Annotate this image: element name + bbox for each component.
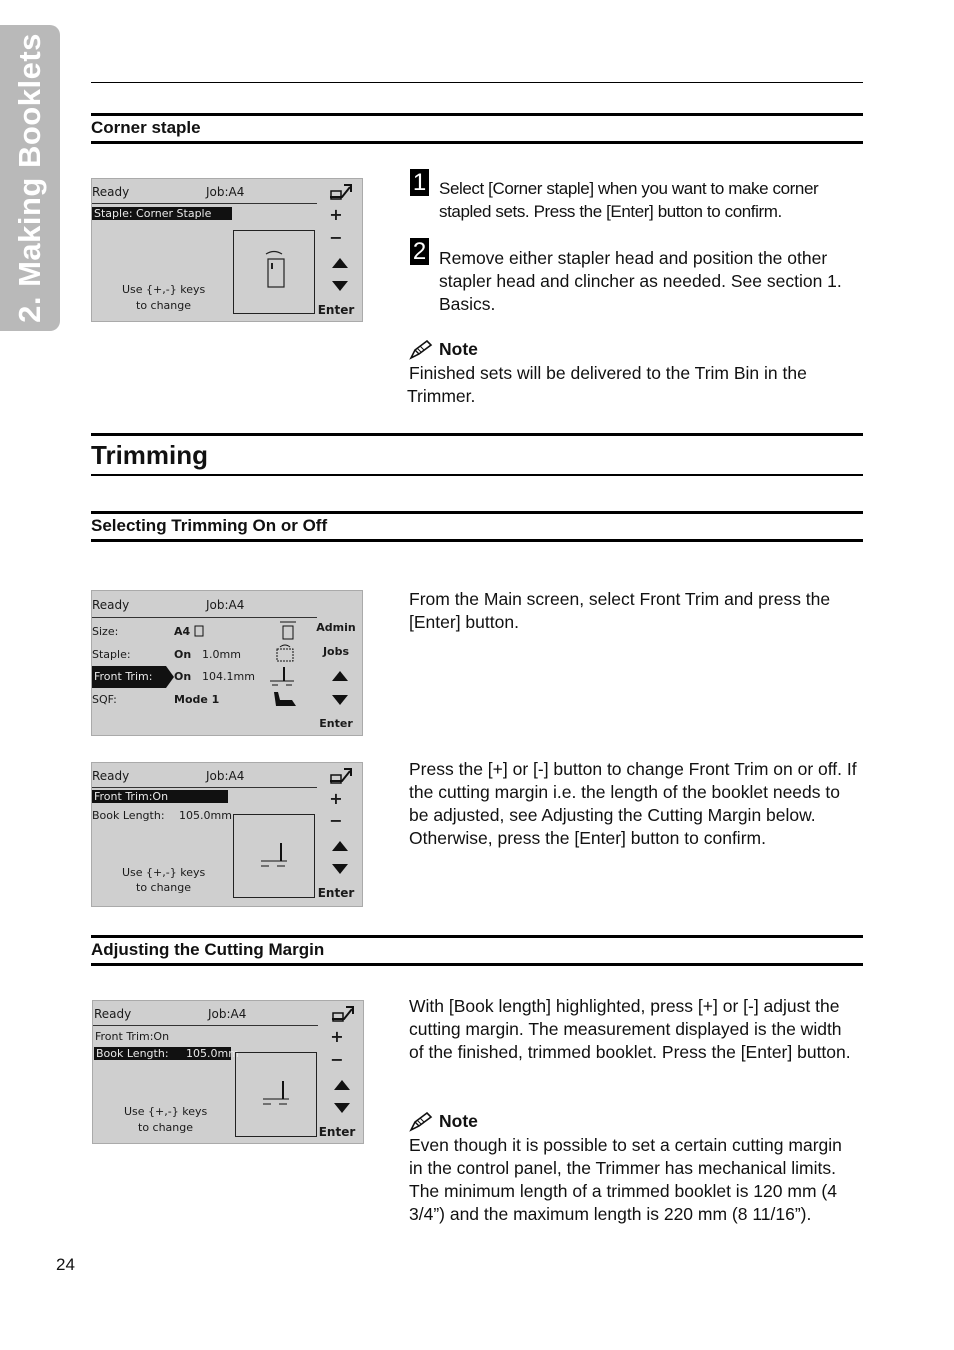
sub2-rule-bottom [91,963,863,966]
section-rule-top [91,113,863,116]
step-1-text: Select [Corner staple] when you want to make corner stapled sets. Press the [Enter] button to confirm. [439,179,819,221]
screen-highlight: Book Length: 105.0mm [96,1047,239,1060]
step-2-number: 2 [410,238,429,265]
screen-highlight: Staple: Corner Staple [92,207,232,220]
corner-staple-icon [262,249,288,291]
trimming-text-3: With [Book length] highlighted, press [+] or [-] adjust the cutting margin. The measurement displayed is the width of the finished, trimmed booklet. Press the [Enter] button. [409,996,851,1062]
trim-icon [268,665,296,687]
main-screen [91,590,363,736]
down-arrow-icon[interactable] [331,863,349,875]
trimming-heading: Trimming [91,440,209,470]
note-heading-2 [409,1111,478,1132]
note-text-2: Even though it is possible to set a certain cutting margin in the control panel, the Trimmer has mechanical limits. The minimum length of a trimmed booklet is 120 mm (4 3/4”) and the maximum length is 220 mm (8 11/16”). [409,1135,842,1224]
plus-key[interactable]: + [329,205,343,224]
row-sqf-label: SQF: [92,693,117,706]
row-size-value: A4 [174,625,191,638]
plus-key[interactable]: + [330,1027,344,1046]
up-arrow-icon[interactable] [331,670,349,682]
enter-key[interactable]: Enter [317,886,355,900]
screen-hint-1: Use {+,-} keys [122,283,206,296]
screen-hint-2: to change [138,1121,194,1134]
book-length-value: 105.0mm [179,809,232,822]
down-arrow-icon[interactable] [331,694,349,706]
trimming-rule-bottom [91,474,863,476]
staple-icon [274,643,296,663]
pencil-note-icon [409,1112,433,1132]
row-fronttrim-label[interactable]: Front Trim: [94,670,153,683]
note-label: Note [439,339,478,359]
screen-status: Ready [94,1007,132,1021]
screen-status: Ready [92,598,130,612]
top-divider [91,82,863,83]
row-size-label: Size: [92,625,119,638]
sub1-rule-top [91,511,863,514]
screen-job: Job:A4 [206,598,245,612]
pencil-note-icon [409,340,433,360]
step-2-text: Remove either stapler head and position the other stapler head and clincher as needed. See section 1. Basics. [439,248,842,314]
trimming-text-1: From the Main screen, select Front Trim and press the [Enter] button. [409,589,831,632]
minus-key[interactable]: − [329,228,343,247]
sub2-rule-top [91,935,863,938]
sub2-heading: Adjusting the Cutting Margin [91,940,325,959]
portrait-page-icon [194,625,204,637]
down-arrow-icon[interactable] [331,280,349,292]
screen-status: Ready [92,769,130,783]
row-fronttrim-value: On [174,670,192,683]
chapter-side-tab [0,25,60,331]
book-length-label: Book Length: [92,809,165,822]
chapter-tab-label: 2. Making Booklets [12,33,47,323]
screen-status: Ready [92,185,130,199]
screen-highlight: Front Trim:On [92,790,228,803]
screen-job: Job:A4 [206,185,245,199]
corner-staple-screen [91,178,363,322]
corner-staple-heading: Corner staple [91,118,201,137]
down-arrow-icon[interactable] [333,1102,351,1114]
sub1-rule-bottom [91,539,863,542]
cutting-margin-screen [92,1000,364,1144]
row-staple-extra: 1.0mm [202,648,241,661]
trim-margin-icon [259,1079,291,1109]
row-staple-label: Staple: [92,648,131,661]
screen-hint-1: Use {+,-} keys [122,866,206,879]
row-sqf-value: Mode 1 [174,693,220,706]
enter-key[interactable]: Enter [319,717,353,730]
screen-job: Job:A4 [206,769,245,783]
trimming-rule-top [91,433,863,436]
section-rule-bottom [91,141,863,144]
back-arrow-icon[interactable] [330,1003,356,1023]
back-arrow-icon[interactable] [328,181,354,201]
screen-hint-2: to change [136,881,192,894]
note-label: Note [439,1111,478,1131]
up-arrow-icon[interactable] [331,840,349,852]
row-staple-value: On [174,648,192,661]
sqf-icon [270,688,300,710]
step-1-number: 1 [410,169,429,196]
trim-margin-icon [257,841,289,871]
screen-hint-2: to change [136,299,192,312]
jobs-key[interactable]: Jobs [322,645,350,658]
enter-key[interactable]: Enter [318,1125,356,1139]
note-heading-1 [409,339,478,360]
trimming-text-2: Press the [+] or [-] button to change Front Trim on or off. If the cutting margin i.e. the length of the booklet needs to be adjusted, see Adjusting the Cutting Margin below. Otherwise, press the [Enter] button to confirm. [409,759,857,848]
screen-hint-1: Use {+,-} keys [124,1105,208,1118]
size-icon [278,620,298,640]
up-arrow-icon[interactable] [333,1079,351,1091]
enter-key[interactable]: Enter [317,303,355,317]
minus-key[interactable]: − [330,1050,344,1069]
note-text-1: Finished sets will be delivered to the Trim Bin in the Trimmer. [407,363,807,406]
front-trim-status: Front Trim:On [95,1030,170,1043]
up-arrow-icon[interactable] [331,257,349,269]
page-number: 24 [56,1255,75,1274]
front-trim-screen [91,762,363,907]
admin-key[interactable]: Admin [316,621,356,634]
sub1-heading: Selecting Trimming On or Off [91,516,328,535]
screen-job: Job:A4 [208,1007,247,1021]
plus-key[interactable]: + [329,789,343,808]
minus-key[interactable]: − [329,811,343,830]
back-arrow-icon[interactable] [328,765,354,785]
row-fronttrim-extra: 104.1mm [202,670,255,683]
